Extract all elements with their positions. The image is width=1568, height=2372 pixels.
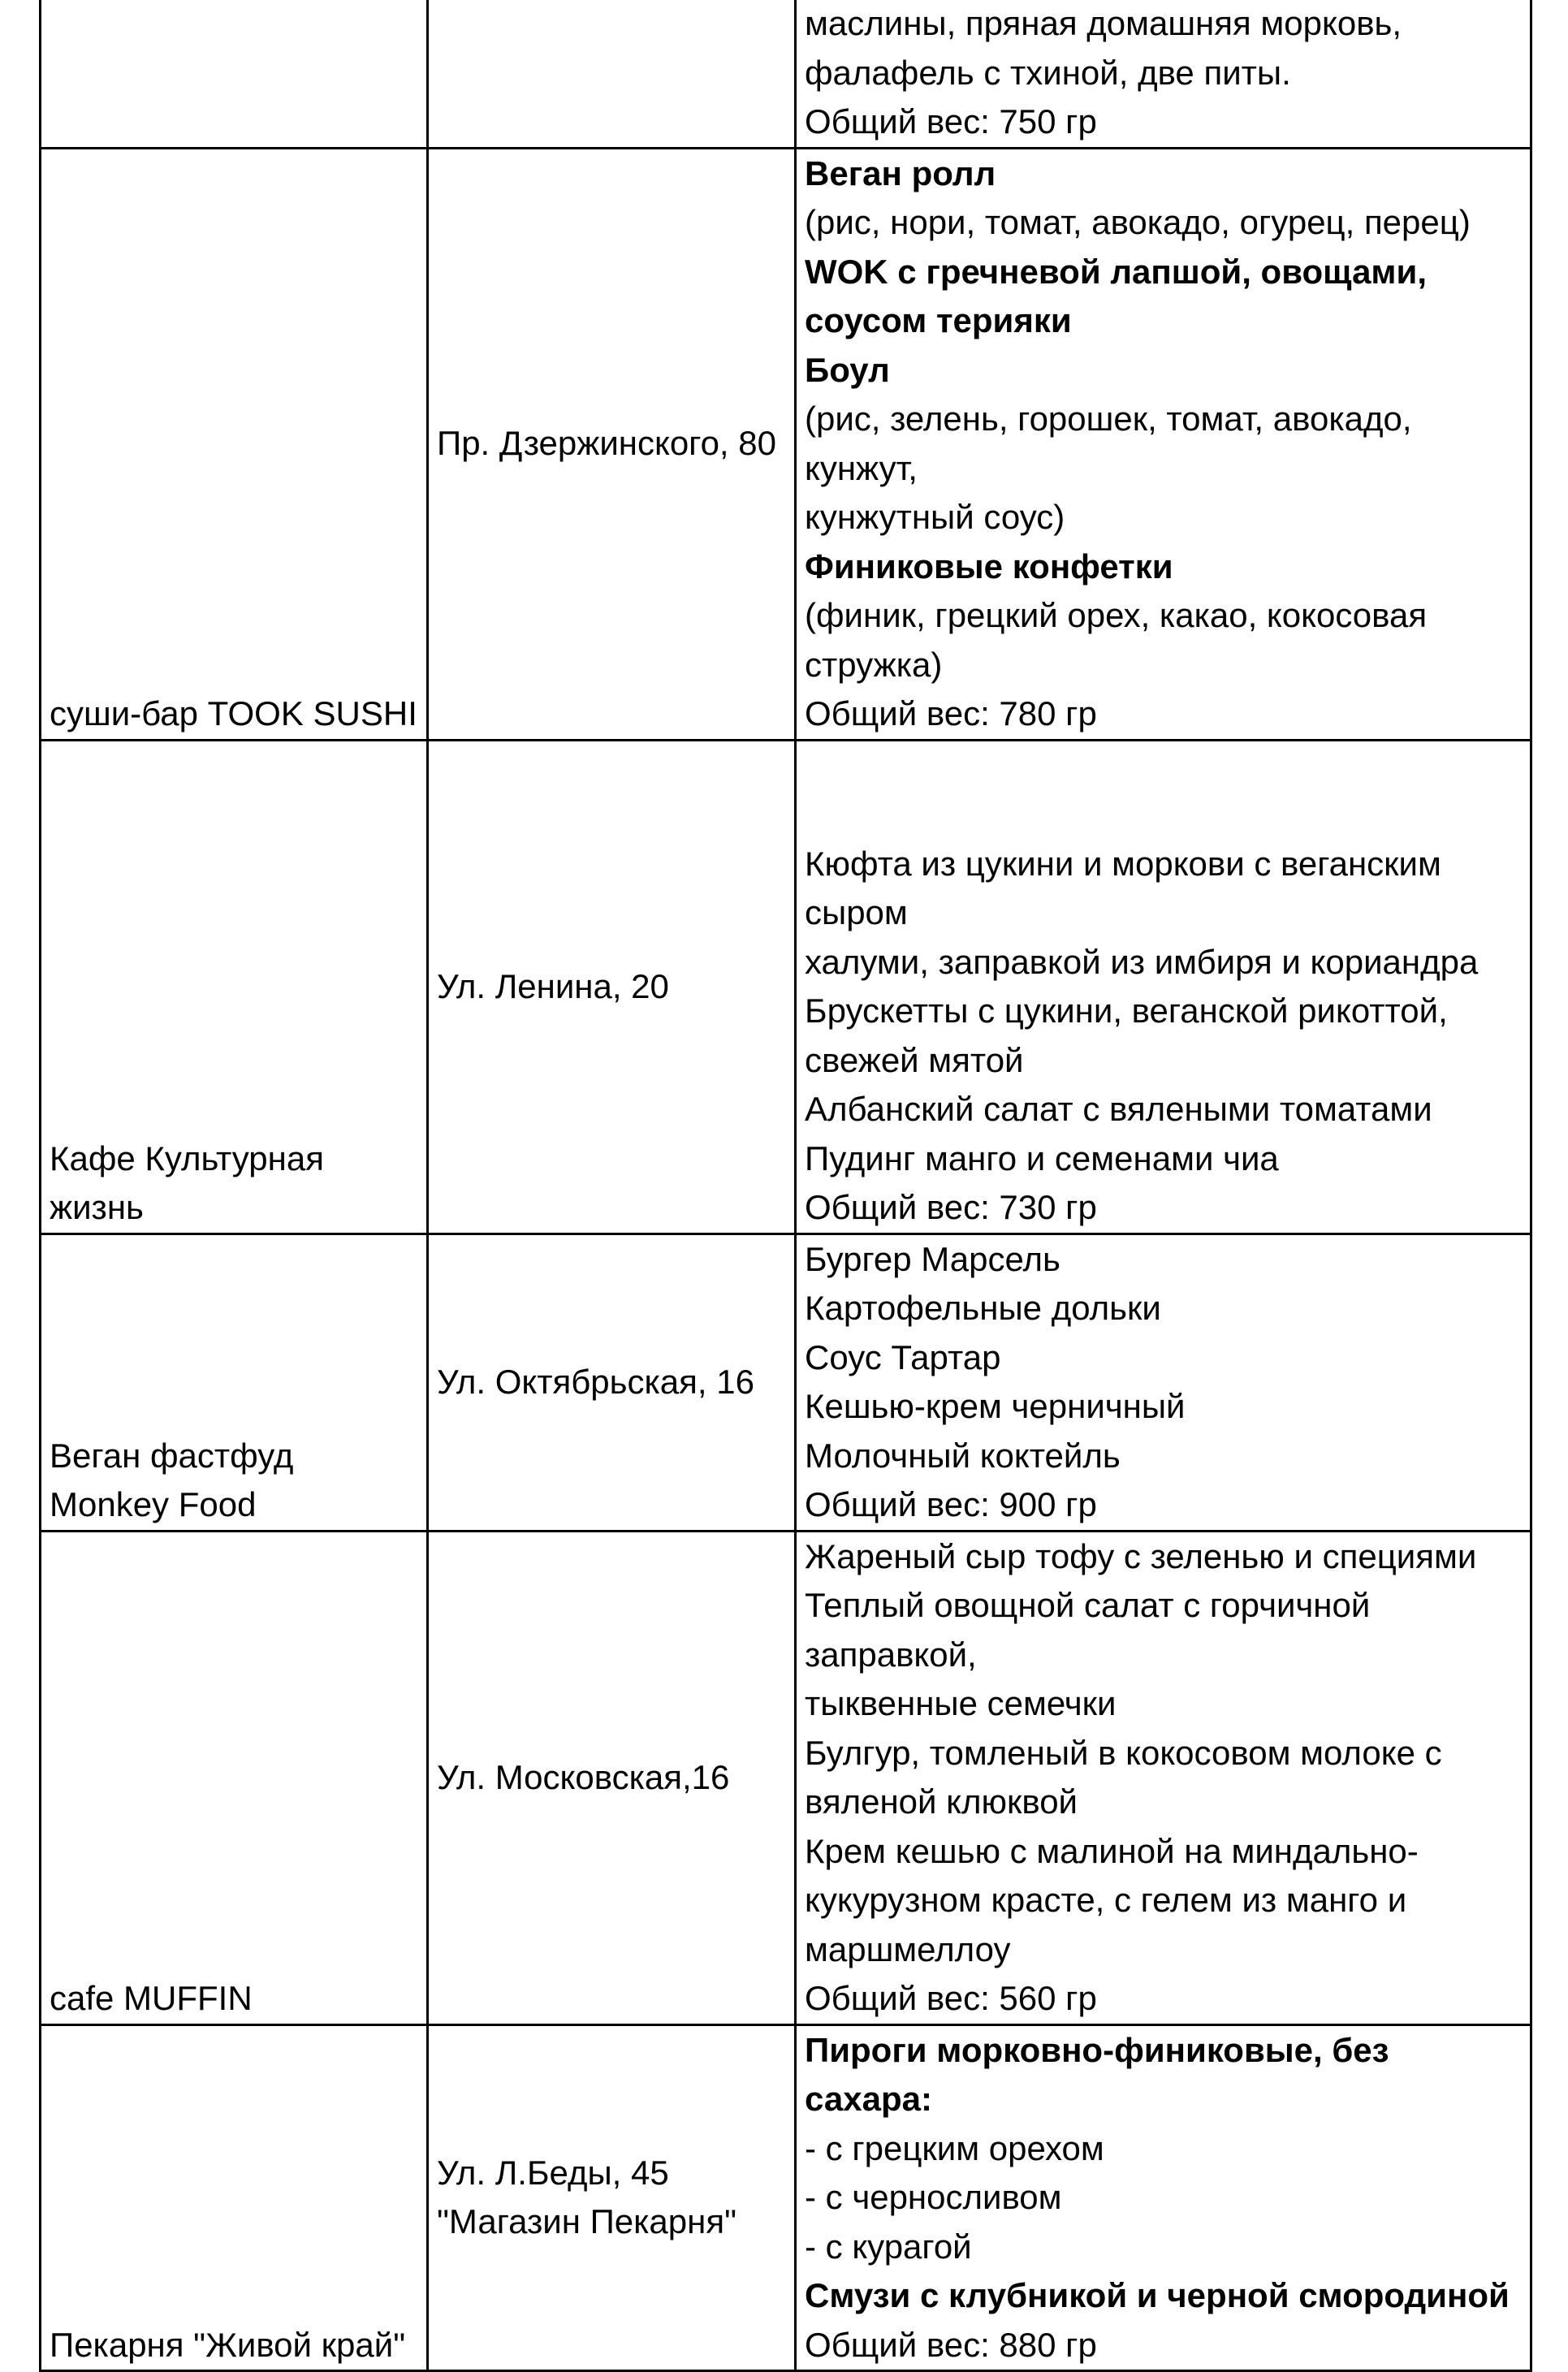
dish-title: Смузи с клубникой и черной смородиной xyxy=(805,2276,1510,2314)
menu-item-line xyxy=(805,741,1522,791)
table-row xyxy=(41,740,1531,1234)
dish-title: Веган ролл xyxy=(805,153,996,192)
dish-title: Боул xyxy=(805,350,890,389)
menu-item-line: кукурузном красте, с гелем из манго и xyxy=(805,1881,1407,1919)
menu-item-line: Общий вес: 900 гр xyxy=(805,1485,1097,1523)
menu-item-line: Бургер Марсель xyxy=(805,1239,1060,1278)
dish-title: соусом терияки xyxy=(805,301,1072,339)
venue-name: Пекарня "Живой край" xyxy=(50,2325,406,2364)
menu-item-line: Общий вес: 880 гр xyxy=(805,2325,1097,2364)
menu-item-line: Крем кешью с малиной на миндально- xyxy=(805,1831,1419,1870)
menu-items-cell xyxy=(796,148,1531,740)
venue-name-cell xyxy=(41,2024,428,2371)
dish-title: Финиковые конфетки xyxy=(805,547,1173,585)
address-cell xyxy=(428,148,796,740)
menu-items-cell xyxy=(796,0,1531,148)
menu-item-line: вяленой клюквой xyxy=(805,1782,1078,1821)
menu-item-line: Картофельные дольки xyxy=(805,1289,1161,1327)
table-row xyxy=(41,2024,1531,2371)
menu-items-cell xyxy=(796,1234,1531,1531)
dish-title: WOK с гречневой лапшой, овощами, xyxy=(805,252,1427,291)
venue-name: Веган фастфуд Monkey Food xyxy=(50,1436,294,1523)
menu-item-line: Теплый овощной салат с горчичной заправкой, xyxy=(805,1586,1371,1674)
menu-items-cell xyxy=(796,2024,1531,2371)
menu-item-line: Общий вес: 750 гр xyxy=(805,102,1097,140)
menu-item-line: Жареный сыр тофу с зеленью и специями xyxy=(805,1536,1477,1575)
address-cell xyxy=(428,1531,796,2024)
menu-table-body xyxy=(41,0,1531,2371)
menu-item-line: Кюфта из цукини и моркови с веганским сыром xyxy=(805,844,1441,931)
menu-item-line: (финик, грецкий орех, какао, кокосовая xyxy=(805,596,1428,634)
table-row xyxy=(41,1234,1531,1531)
menu-item-line: Общий вес: 560 гр xyxy=(805,1979,1097,2017)
menu-item-line: Булгур, томленый в кокосовом молоке с xyxy=(805,1733,1442,1772)
venue-name: cafe MUFFIN xyxy=(50,1979,253,2017)
venue-name: суши-бар TOOK SUSHI xyxy=(50,694,417,732)
address-line: Ул. Ленина, 20 xyxy=(437,966,669,1005)
menu-item-line: свежей мятой xyxy=(805,1040,1024,1079)
menu-item-line: Молочный коктейль xyxy=(805,1436,1121,1475)
menu-table xyxy=(39,0,1532,2372)
menu-item-line: тыквенные семечки xyxy=(805,1684,1117,1722)
venue-name-cell xyxy=(41,740,428,1234)
address-line: Пр. Дзержинского, 80 xyxy=(437,424,776,463)
menu-item-line: маршмеллоу xyxy=(805,1929,1011,1968)
address-cell xyxy=(428,2024,796,2371)
menu-items-cell xyxy=(796,740,1531,1234)
menu-item-line: маслины, пряная домашняя морковь, xyxy=(805,4,1402,42)
menu-item-line xyxy=(805,790,1522,840)
menu-item-line: халуми, заправкой из имбиря и кориандра xyxy=(805,942,1479,981)
address-cell xyxy=(428,740,796,1234)
address-cell xyxy=(428,0,796,148)
menu-item-line: - с грецким орехом xyxy=(805,2128,1104,2167)
venue-name-cell xyxy=(41,0,428,148)
menu-item-line: - с курагой xyxy=(805,2227,972,2266)
dish-title: Пироги морковно-финиковые, без сахара: xyxy=(805,2030,1389,2118)
menu-item-line: Брускетты с цукини, веганской рикоттой, xyxy=(805,992,1448,1030)
table-row xyxy=(41,0,1531,148)
menu-item-line: (рис, зелень, горошек, томат, авокадо, кунжут, xyxy=(805,400,1412,487)
menu-item-line: Общий вес: 780 гр xyxy=(805,694,1097,732)
menu-item-line: стружка) xyxy=(805,645,943,684)
menu-item-line: - с черносливом xyxy=(805,2178,1062,2216)
address-line: Ул. Октябрьская, 16 xyxy=(437,1362,754,1401)
address-cell xyxy=(428,1234,796,1531)
address-line: Ул. Московская,16 xyxy=(437,1757,730,1796)
menu-items-cell xyxy=(796,1531,1531,2024)
menu-item-line: Соус Тартар xyxy=(805,1337,1001,1376)
address-line: "Магазин Пекарня" xyxy=(437,2202,736,2241)
menu-item-line: фалафель с тхиной, две питы. xyxy=(805,53,1291,92)
venue-name-cell xyxy=(41,148,428,740)
menu-item-line: Общий вес: 730 гр xyxy=(805,1188,1097,1226)
menu-item-line: Пудинг манго и семенами чиа xyxy=(805,1138,1279,1177)
table-row xyxy=(41,1531,1531,2024)
table-row xyxy=(41,148,1531,740)
menu-item-line: кунжутный соус) xyxy=(805,498,1065,536)
venue-name: Кафе Культурная жизнь xyxy=(50,1138,324,1226)
menu-item-line: Кешью-крем черничный xyxy=(805,1387,1186,1425)
venue-name-cell xyxy=(41,1234,428,1531)
menu-item-line: (рис, нори, томат, авокадо, огурец, перец) xyxy=(805,203,1471,241)
venue-name-cell xyxy=(41,1531,428,2024)
address-line: Ул. Л.Беды, 45 xyxy=(437,2153,669,2192)
menu-item-line: Албанский салат с вялеными томатами xyxy=(805,1090,1432,1128)
